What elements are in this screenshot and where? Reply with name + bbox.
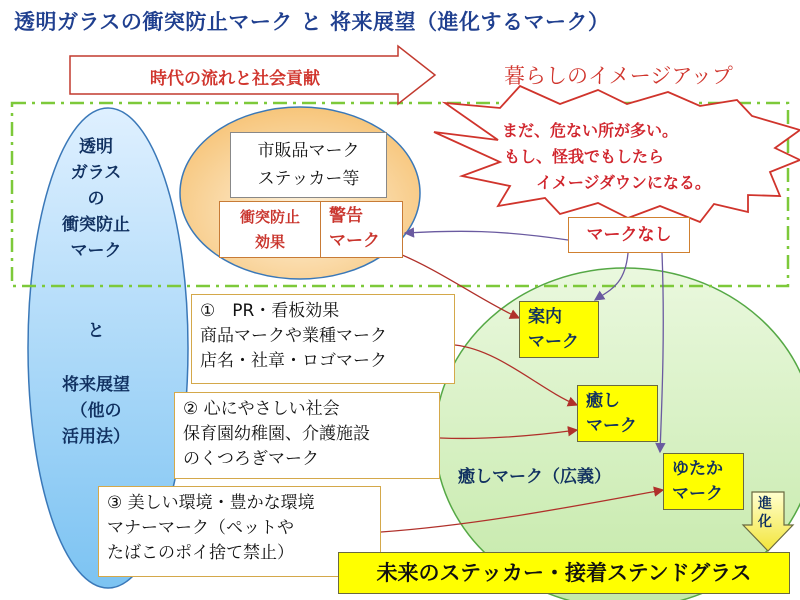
item-line: ③ 美しい環境・豊かな環境 [107, 493, 315, 513]
left-column-top [40, 134, 152, 264]
healing-mark-line: マーク [586, 416, 637, 436]
collision-effect-box [219, 201, 321, 258]
item-line: ② 心にやさしい社会 [183, 399, 340, 419]
banner-arrow-label: 時代の流れと社会貢献 [150, 69, 320, 89]
retail-mark-line: 市販品マーク [257, 141, 360, 161]
burst-line: イメージダウンになる。 [536, 173, 711, 192]
left-column-bottom [40, 372, 152, 450]
item-line: 店名・社章・ロゴマーク [200, 351, 387, 371]
connector-nomark-warning [405, 231, 568, 240]
yutaka-mark-line: マーク [672, 484, 723, 504]
healing-mark-line: 癒し [586, 391, 620, 411]
item-line: マナーマーク（ペットや [107, 518, 294, 538]
left-text-line: 将来展望 [62, 375, 130, 395]
item-gentle-society-box [174, 392, 440, 479]
item-pr-box [191, 294, 455, 384]
guide-mark-line: 案内 [528, 307, 562, 327]
yutaka-mark-line: ゆたか [672, 459, 723, 479]
burst-line: まだ、危ない所が多い。 [502, 121, 679, 140]
future-sticker-box: 未来のステッカー・接着ステンドグラス [338, 552, 790, 594]
left-text-line: 活用法） [62, 427, 130, 447]
left-text-line: 衝突防止 [62, 215, 130, 235]
page-title: 透明ガラスの衝突防止マーク と 将来展望（進化するマーク） [14, 10, 610, 34]
left-text-line: （他の [70, 401, 122, 421]
evolve-label [750, 495, 780, 531]
left-text-line: ガラス [70, 163, 122, 183]
evolve-char: 化 [758, 514, 772, 530]
yutaka-mark-box [663, 453, 744, 510]
warning-mark-box [320, 201, 403, 258]
healing-mark-box [577, 385, 658, 442]
warning-mark-line: 警告 [329, 206, 363, 226]
burst-line: もし、怪我でもしたら [504, 147, 665, 166]
left-text-line: 透明 [79, 137, 113, 157]
item-line: 保育園幼稚園、介護施設 [183, 424, 370, 444]
item-line: たばこのポイ捨て禁止） [107, 543, 294, 563]
collision-effect-line: 効果 [254, 233, 285, 251]
item-line: ① PR・看板効果 [200, 301, 340, 321]
no-mark-box: マークなし [568, 217, 690, 253]
burst-text [472, 118, 772, 196]
healing-broad-label: 癒しマーク（広義） [458, 467, 611, 487]
evolve-char: 進 [758, 496, 772, 512]
item-line: 商品マークや業種マーク [200, 326, 387, 346]
guide-mark-box [519, 301, 599, 358]
retail-mark-box [230, 132, 387, 198]
guide-mark-line: マーク [528, 332, 579, 352]
left-column-middle: と [87, 321, 105, 341]
left-text-line: の [87, 189, 105, 209]
left-text-line: マーク [70, 241, 122, 261]
image-up-label: 暮らしのイメージアップ [504, 64, 733, 88]
warning-mark-line: マーク [329, 231, 380, 251]
collision-effect-line: 衝突防止 [239, 208, 300, 226]
retail-mark-line: ステッカー等 [257, 169, 360, 189]
item-line: のくつろぎマーク [183, 449, 319, 469]
